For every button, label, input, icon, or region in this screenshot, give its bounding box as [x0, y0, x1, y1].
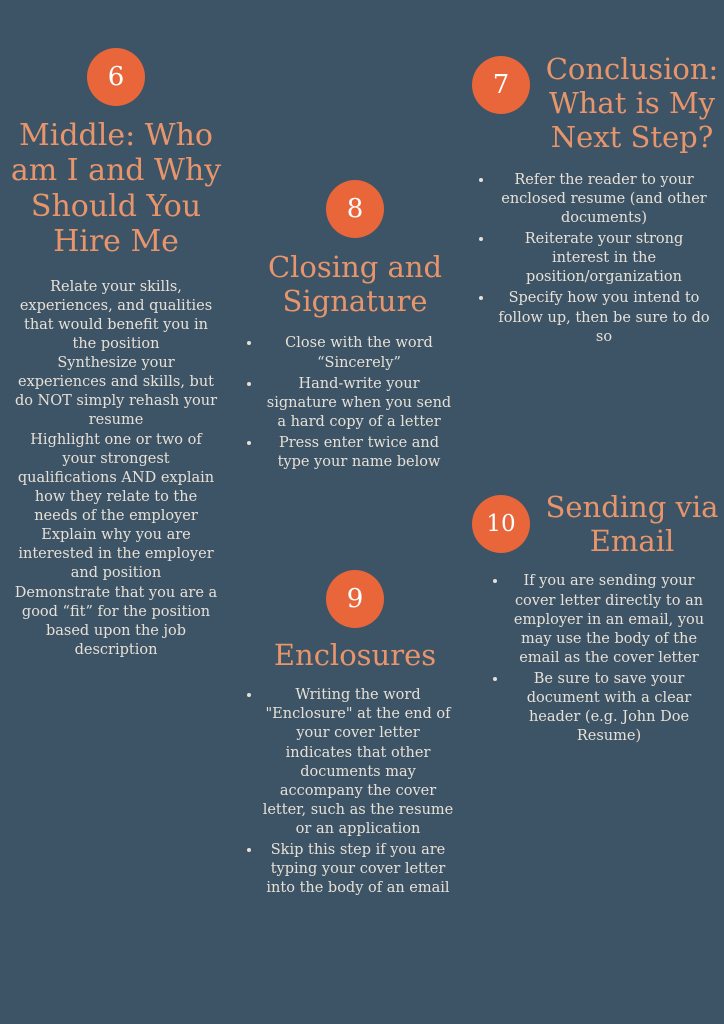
section-middle-line: Relate your skills, experiences, and qualities that would benefit you in the position	[19, 278, 213, 352]
list-item: • Be sure to save your document with a clear header (e.g. John Doe Resume)	[508, 670, 710, 747]
section-middle-line: Demonstrate that you are a good “fit” for the position based upon the job description	[14, 584, 218, 658]
section-sending-email-bullets	[472, 572, 724, 746]
section-closing-badge-wrap	[240, 180, 470, 238]
list-item: • Writing the word "Enclosure" at the end of your cover letter indicates that other documents may accompany the cover letter, such as the resume or an application	[262, 686, 454, 839]
section-sending-email-header	[472, 490, 724, 558]
section-sending-email	[472, 490, 724, 749]
list-item: • Press enter twice and type your name below	[262, 434, 456, 472]
section-middle-badge-wrap	[0, 48, 232, 106]
section-conclusion-header	[472, 52, 724, 155]
list-item: • Hand-write your signature when you send a hard copy of a letter	[262, 375, 456, 432]
section-conclusion	[472, 52, 724, 349]
section-closing-title: Closing and Signature	[267, 250, 443, 319]
section-conclusion-title: Conclusion: What is My Next Step?	[545, 52, 719, 155]
step-number-badge: 9	[326, 570, 384, 628]
list-item: • Refer the reader to your enclosed resume (and other documents)	[494, 171, 714, 228]
section-middle-line: Synthesize your experiences and skills, but do NOT simply rehash your resume	[14, 355, 218, 429]
section-conclusion-bullets	[472, 171, 724, 347]
section-middle-line: Explain why you are interested in the employer and position	[18, 527, 214, 582]
section-sending-email-title: Sending via Email	[545, 490, 719, 559]
section-closing	[240, 180, 470, 474]
step-number-badge: 6	[87, 48, 145, 106]
section-enclosures	[240, 570, 470, 901]
step-number-badge: 8	[326, 180, 384, 238]
list-item: • Close with the word “Sincerely”	[262, 334, 456, 372]
section-enclosures-title: Enclosures	[273, 638, 437, 672]
section-enclosures-badge-wrap	[240, 570, 470, 628]
step-number-badge: 7	[472, 56, 530, 114]
step-number-badge: 10	[472, 495, 530, 553]
section-middle	[0, 48, 232, 660]
section-middle-body	[0, 278, 232, 661]
section-middle-line: Highlight one or two of your strongest qualifications AND explain how they relate to the needs of the employer	[17, 431, 215, 525]
section-closing-bullets	[240, 334, 470, 472]
list-item: • Reiterate your strong interest in the position/organization	[494, 230, 714, 287]
section-enclosures-bullets	[240, 686, 470, 898]
section-middle-title: Middle: Who am I and Why Should You Hire Me	[10, 118, 222, 260]
list-item: • If you are sending your cover letter directly to an employer in an email, you may use the body of the email as the cover letter	[508, 572, 710, 668]
list-item: • Specify how you intend to follow up, then be sure to do so	[494, 289, 714, 346]
list-item: • Skip this step if you are typing your cover letter into the body of an email	[262, 841, 454, 898]
